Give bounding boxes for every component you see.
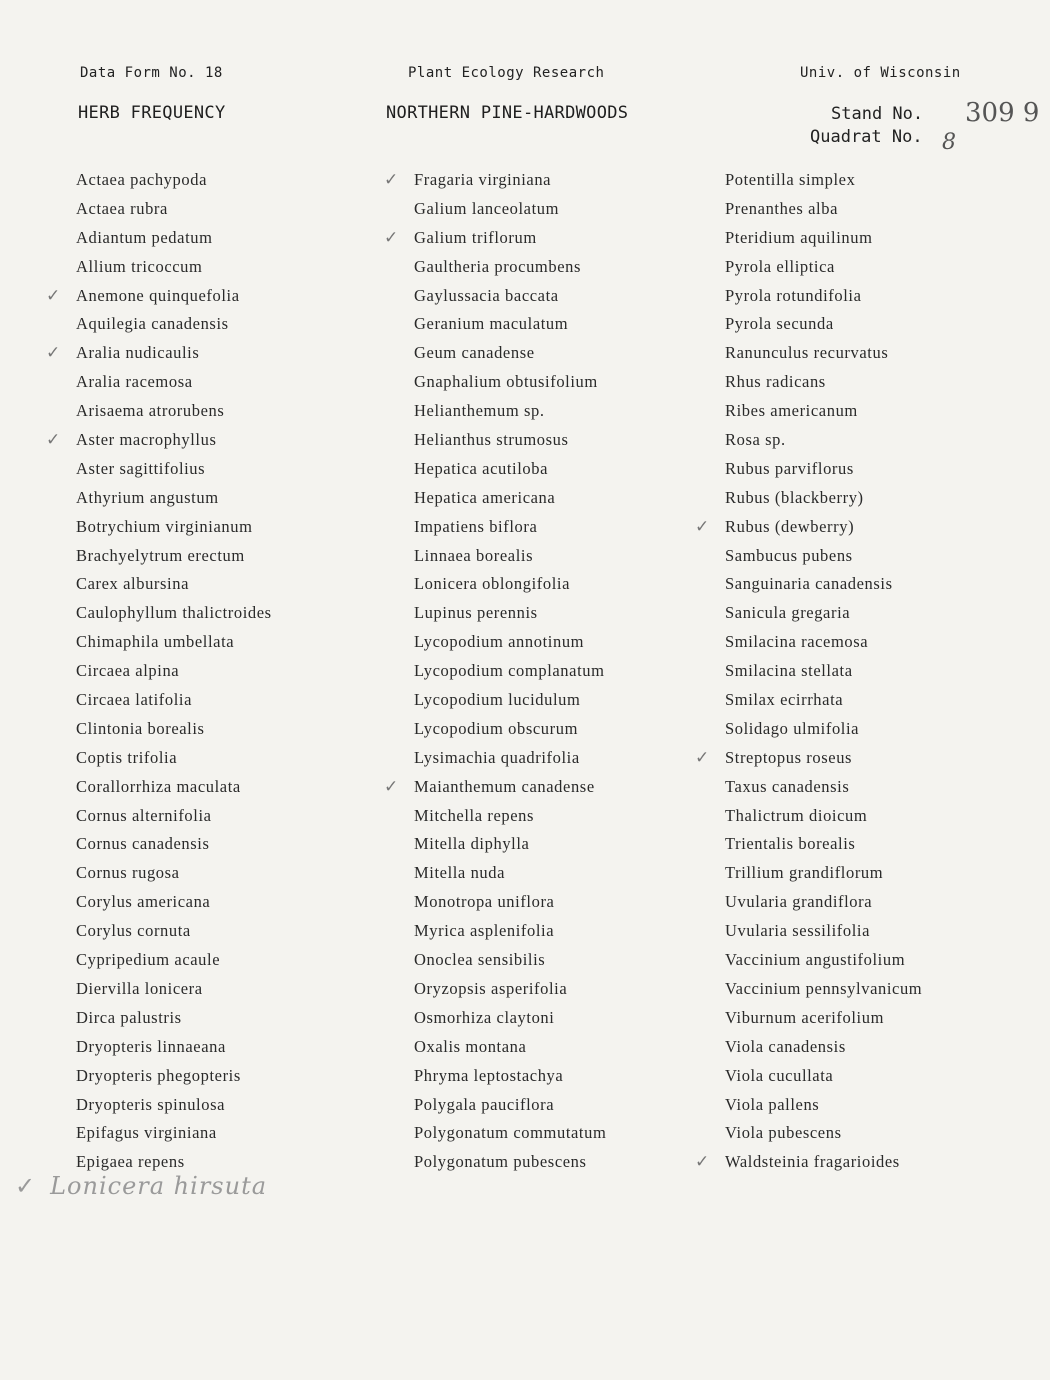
species-row: [725, 253, 922, 282]
species-row: [414, 686, 606, 715]
species-row: [414, 628, 606, 657]
species-name: Phryma leptostachya: [414, 1065, 564, 1085]
species-row: [725, 1119, 922, 1148]
species-name: Cornus canadensis: [76, 834, 210, 854]
species-row: [414, 1091, 606, 1120]
species-name: Onoclea sensibilis: [414, 950, 546, 970]
species-row: [414, 1119, 606, 1148]
species-name: Prenanthes alba: [725, 198, 839, 218]
species-row: [725, 310, 922, 339]
species-row: [76, 1119, 272, 1148]
species-row: [414, 888, 606, 917]
species-name: Hepatica acutiloba: [414, 458, 549, 478]
species-name: Rubus (blackberry): [725, 487, 864, 507]
species-row: [725, 859, 922, 888]
species-name: Arisaema atrorubens: [76, 401, 225, 421]
species-name: Vaccinium angustifolium: [725, 950, 906, 970]
organization: Plant Ecology Research: [408, 65, 605, 81]
species-name: Galium lanceolatum: [414, 198, 560, 218]
species-row: [76, 1062, 272, 1091]
species-name: Mitchella repens: [414, 805, 535, 825]
species-name: Aralia racemosa: [76, 372, 193, 392]
species-row: [76, 802, 272, 831]
species-row: [384, 773, 606, 802]
species-name: Adiantum pedatum: [76, 227, 213, 247]
species-row: [414, 455, 606, 484]
check-mark-icon: ✓: [695, 747, 710, 768]
species-name: Galium triflorum: [414, 227, 537, 247]
species-row: [725, 166, 922, 195]
species-name: Lonicera oblongifolia: [414, 574, 571, 594]
species-name: Gnaphalium obtusifolium: [414, 372, 598, 392]
species-row: [46, 426, 272, 455]
species-row: [76, 946, 272, 975]
species-name: Actaea rubra: [76, 198, 168, 218]
species-row: [414, 397, 606, 426]
species-name: Uvularia grandiflora: [725, 892, 873, 912]
species-name: Sambucus pubens: [725, 545, 853, 565]
species-row: [76, 455, 272, 484]
species-name: Athyrium angustum: [76, 487, 219, 507]
species-name: Allium tricoccum: [76, 256, 203, 276]
species-name: Aralia nudicaulis: [76, 343, 200, 363]
species-name: Corylus americana: [76, 892, 211, 912]
species-name: Carex albursina: [76, 574, 190, 594]
species-row: [414, 946, 606, 975]
species-name: Lycopodium annotinum: [414, 632, 585, 652]
species-name: Corylus cornuta: [76, 921, 191, 941]
species-name: Brachyelytrum erectum: [76, 545, 245, 565]
species-name: Gaultheria procumbens: [414, 256, 582, 276]
species-name: Sanguinaria canadensis: [725, 574, 893, 594]
stand-value: 309 9: [965, 98, 1040, 128]
species-row: [695, 1148, 922, 1177]
species-name: Cornus alternifolia: [76, 805, 212, 825]
species-row: [695, 513, 922, 542]
species-row: [725, 1033, 922, 1062]
species-row: [76, 570, 272, 599]
species-row: [725, 773, 922, 802]
species-name: Circaea alpina: [76, 661, 180, 681]
species-name: Myrica asplenifolia: [414, 921, 555, 941]
species-name: Pyrola secunda: [725, 314, 834, 334]
handwritten-species: Lonicera hirsuta: [50, 1172, 268, 1200]
species-name: Cypripedium acaule: [76, 950, 221, 970]
species-row: [414, 975, 606, 1004]
species-name: Maianthemum canadense: [414, 776, 595, 796]
species-row: [414, 253, 606, 282]
species-row: [725, 830, 922, 859]
species-name: Aquilegia canadensis: [76, 314, 229, 334]
species-name: Oxalis montana: [414, 1036, 527, 1056]
species-row: [414, 715, 606, 744]
species-name: Ranunculus recurvatus: [725, 343, 889, 363]
species-row: [414, 802, 606, 831]
species-name: Viola pallens: [725, 1094, 820, 1114]
check-mark-icon: ✓: [46, 285, 61, 306]
species-row: [76, 484, 272, 513]
handwritten-addition: [15, 1172, 267, 1200]
species-name: Clintonia borealis: [76, 718, 205, 738]
species-name: Lycopodium lucidulum: [414, 690, 581, 710]
species-row: [76, 1004, 272, 1033]
species-name: Helianthemum sp.: [414, 401, 545, 421]
species-row: [414, 1004, 606, 1033]
species-row: [414, 830, 606, 859]
species-row: [725, 657, 922, 686]
species-name: Geum canadense: [414, 343, 535, 363]
species-row: [76, 715, 272, 744]
check-mark-icon: ✓: [46, 343, 61, 364]
species-row: [414, 1062, 606, 1091]
species-row: [76, 1091, 272, 1120]
species-name: Waldsteinia fragarioides: [725, 1152, 900, 1172]
species-name: Linnaea borealis: [414, 545, 534, 565]
species-name: Impatiens biflora: [414, 516, 538, 536]
species-row: [76, 224, 272, 253]
species-row: [725, 599, 922, 628]
species-name: Mitella nuda: [414, 863, 506, 883]
species-name: Rubus parviflorus: [725, 458, 854, 478]
species-row: [76, 253, 272, 282]
species-name: Epifagus virginiana: [76, 1123, 217, 1143]
species-row: [725, 975, 922, 1004]
species-row: [725, 1004, 922, 1033]
species-name: Circaea latifolia: [76, 690, 193, 710]
species-name: Geranium maculatum: [414, 314, 569, 334]
species-name: Pyrola elliptica: [725, 256, 835, 276]
species-name: Streptopus roseus: [725, 747, 853, 767]
species-name: Taxus canadensis: [725, 776, 850, 796]
species-name: Pyrola rotundifolia: [725, 285, 862, 305]
species-name: Cornus rugosa: [76, 863, 180, 883]
species-row: [414, 859, 606, 888]
species-row: [76, 628, 272, 657]
species-row: [725, 570, 922, 599]
species-row: [725, 1062, 922, 1091]
species-row: [414, 570, 606, 599]
species-name: Polygala pauciflora: [414, 1094, 555, 1114]
species-row: [414, 195, 606, 224]
species-name: Dryopteris spinulosa: [76, 1094, 226, 1114]
form-title: HERB FREQUENCY: [78, 103, 226, 123]
species-name: Aster sagittifolius: [76, 458, 206, 478]
species-name: Uvularia sessilifolia: [725, 921, 871, 941]
species-name: Rhus radicans: [725, 372, 826, 392]
species-column-3: [695, 166, 923, 1177]
species-name: Potentilla simplex: [725, 170, 856, 189]
check-mark-icon: ✓: [384, 776, 399, 797]
species-name: Viburnum acerifolium: [725, 1007, 885, 1027]
species-name: Ribes americanum: [725, 401, 858, 421]
species-name: Gaylussacia baccata: [414, 285, 559, 305]
species-row: [414, 1148, 606, 1177]
species-row: [76, 1033, 272, 1062]
species-row: [76, 657, 272, 686]
species-name: Actaea pachypoda: [76, 170, 207, 189]
species-row: [725, 426, 922, 455]
species-name: Helianthus strumosus: [414, 430, 569, 450]
species-row: [76, 773, 272, 802]
species-name: Lupinus perennis: [414, 603, 538, 623]
species-row: [414, 282, 606, 311]
species-row: [725, 628, 922, 657]
species-row: [725, 339, 922, 368]
species-name: Rubus (dewberry): [725, 516, 855, 536]
species-name: Sanicula gregaria: [725, 603, 851, 623]
species-name: Chimaphila umbellata: [76, 632, 235, 652]
species-row: [76, 195, 272, 224]
species-row: [725, 1091, 922, 1120]
check-mark-icon: ✓: [384, 227, 399, 248]
species-row: [725, 195, 922, 224]
species-row: [695, 744, 922, 773]
species-name: Anemone quinquefolia: [76, 285, 240, 305]
species-name: Viola cucullata: [725, 1065, 834, 1085]
species-row: [725, 888, 922, 917]
species-row: [414, 657, 606, 686]
species-column-1: [46, 166, 272, 1177]
check-mark-icon: ✓: [46, 430, 61, 451]
species-name: Polygonatum pubescens: [414, 1152, 587, 1172]
species-row: [414, 310, 606, 339]
species-row: [414, 599, 606, 628]
species-row: [725, 455, 922, 484]
species-name: Viola canadensis: [725, 1036, 846, 1056]
species-row: [414, 368, 606, 397]
species-column-2: [384, 166, 607, 1177]
species-row: [414, 339, 606, 368]
species-row: [384, 224, 606, 253]
species-name: Botrychium virginianum: [76, 516, 253, 536]
species-row: [725, 368, 922, 397]
species-name: Lycopodium obscurum: [414, 718, 579, 738]
species-name: Dirca palustris: [76, 1007, 182, 1027]
species-name: Smilacina racemosa: [725, 632, 869, 652]
check-mark-icon: ✓: [695, 1152, 710, 1173]
species-name: Epigaea repens: [76, 1152, 185, 1172]
species-row: [76, 513, 272, 542]
species-name: Mitella diphylla: [414, 834, 530, 854]
check-mark-icon: ✓: [384, 170, 399, 190]
quadrat-value: 8: [942, 130, 956, 155]
species-row: [725, 686, 922, 715]
species-row: [76, 686, 272, 715]
species-row: [414, 542, 606, 571]
species-name: Polygonatum commutatum: [414, 1123, 607, 1143]
species-row: [76, 310, 272, 339]
species-name: Oryzopsis asperifolia: [414, 978, 568, 998]
species-row: [76, 917, 272, 946]
community-title: NORTHERN PINE-HARDWOODS: [386, 103, 629, 123]
species-row: [414, 1033, 606, 1062]
species-row: [76, 744, 272, 773]
species-name: Trillium grandiflorum: [725, 863, 884, 883]
species-name: Hepatica americana: [414, 487, 556, 507]
species-row: [725, 946, 922, 975]
quadrat-label: Quadrat No.: [810, 127, 923, 147]
species-name: Caulophyllum thalictroides: [76, 603, 272, 623]
species-row: [76, 397, 272, 426]
species-row: [76, 166, 272, 195]
species-name: Aster macrophyllus: [76, 430, 217, 450]
check-mark-icon: ✓: [15, 1172, 37, 1200]
species-name: Vaccinium pennsylvanicum: [725, 978, 923, 998]
species-row: [725, 802, 922, 831]
species-row: [76, 975, 272, 1004]
species-row: [46, 282, 272, 311]
check-mark-icon: ✓: [695, 516, 710, 537]
species-row: [725, 542, 922, 571]
species-name: Rosa sp.: [725, 430, 786, 450]
species-name: Trientalis borealis: [725, 834, 856, 854]
species-name: Fragaria virginiana: [414, 170, 552, 189]
species-name: Corallorrhiza maculata: [76, 776, 241, 796]
species-row: [414, 917, 606, 946]
species-row: [76, 542, 272, 571]
species-name: Dryopteris phegopteris: [76, 1065, 241, 1085]
species-name: Coptis trifolia: [76, 747, 178, 767]
species-row: [414, 484, 606, 513]
stand-label: Stand No.: [831, 104, 924, 124]
species-name: Lysimachia quadrifolia: [414, 747, 580, 767]
species-name: Solidago ulmifolia: [725, 718, 860, 738]
species-name: Smilacina stellata: [725, 661, 853, 681]
species-name: Thalictrum dioicum: [725, 805, 868, 825]
species-row: [76, 859, 272, 888]
species-row: [76, 888, 272, 917]
species-row: [725, 224, 922, 253]
species-row: [725, 917, 922, 946]
species-row: [414, 744, 606, 773]
species-row: [725, 484, 922, 513]
species-row: [414, 426, 606, 455]
species-name: Monotropa uniflora: [414, 892, 555, 912]
species-name: Dryopteris linnaeana: [76, 1036, 226, 1056]
university: Univ. of Wisconsin: [800, 65, 961, 81]
species-row: [76, 368, 272, 397]
species-row: [725, 282, 922, 311]
species-name: Viola pubescens: [725, 1123, 842, 1143]
species-row: [46, 339, 272, 368]
species-row: [414, 513, 606, 542]
species-row: [76, 599, 272, 628]
species-name: Lycopodium complanatum: [414, 661, 605, 681]
species-row: [76, 830, 272, 859]
species-name: Osmorhiza claytoni: [414, 1007, 555, 1027]
species-row: [725, 397, 922, 426]
species-row: [725, 715, 922, 744]
species-name: Smilax ecirrhata: [725, 690, 844, 710]
species-name: Diervilla lonicera: [76, 978, 203, 998]
species-name: Pteridium aquilinum: [725, 227, 873, 247]
species-row: [384, 166, 606, 195]
form-number: Data Form No. 18: [80, 65, 223, 81]
